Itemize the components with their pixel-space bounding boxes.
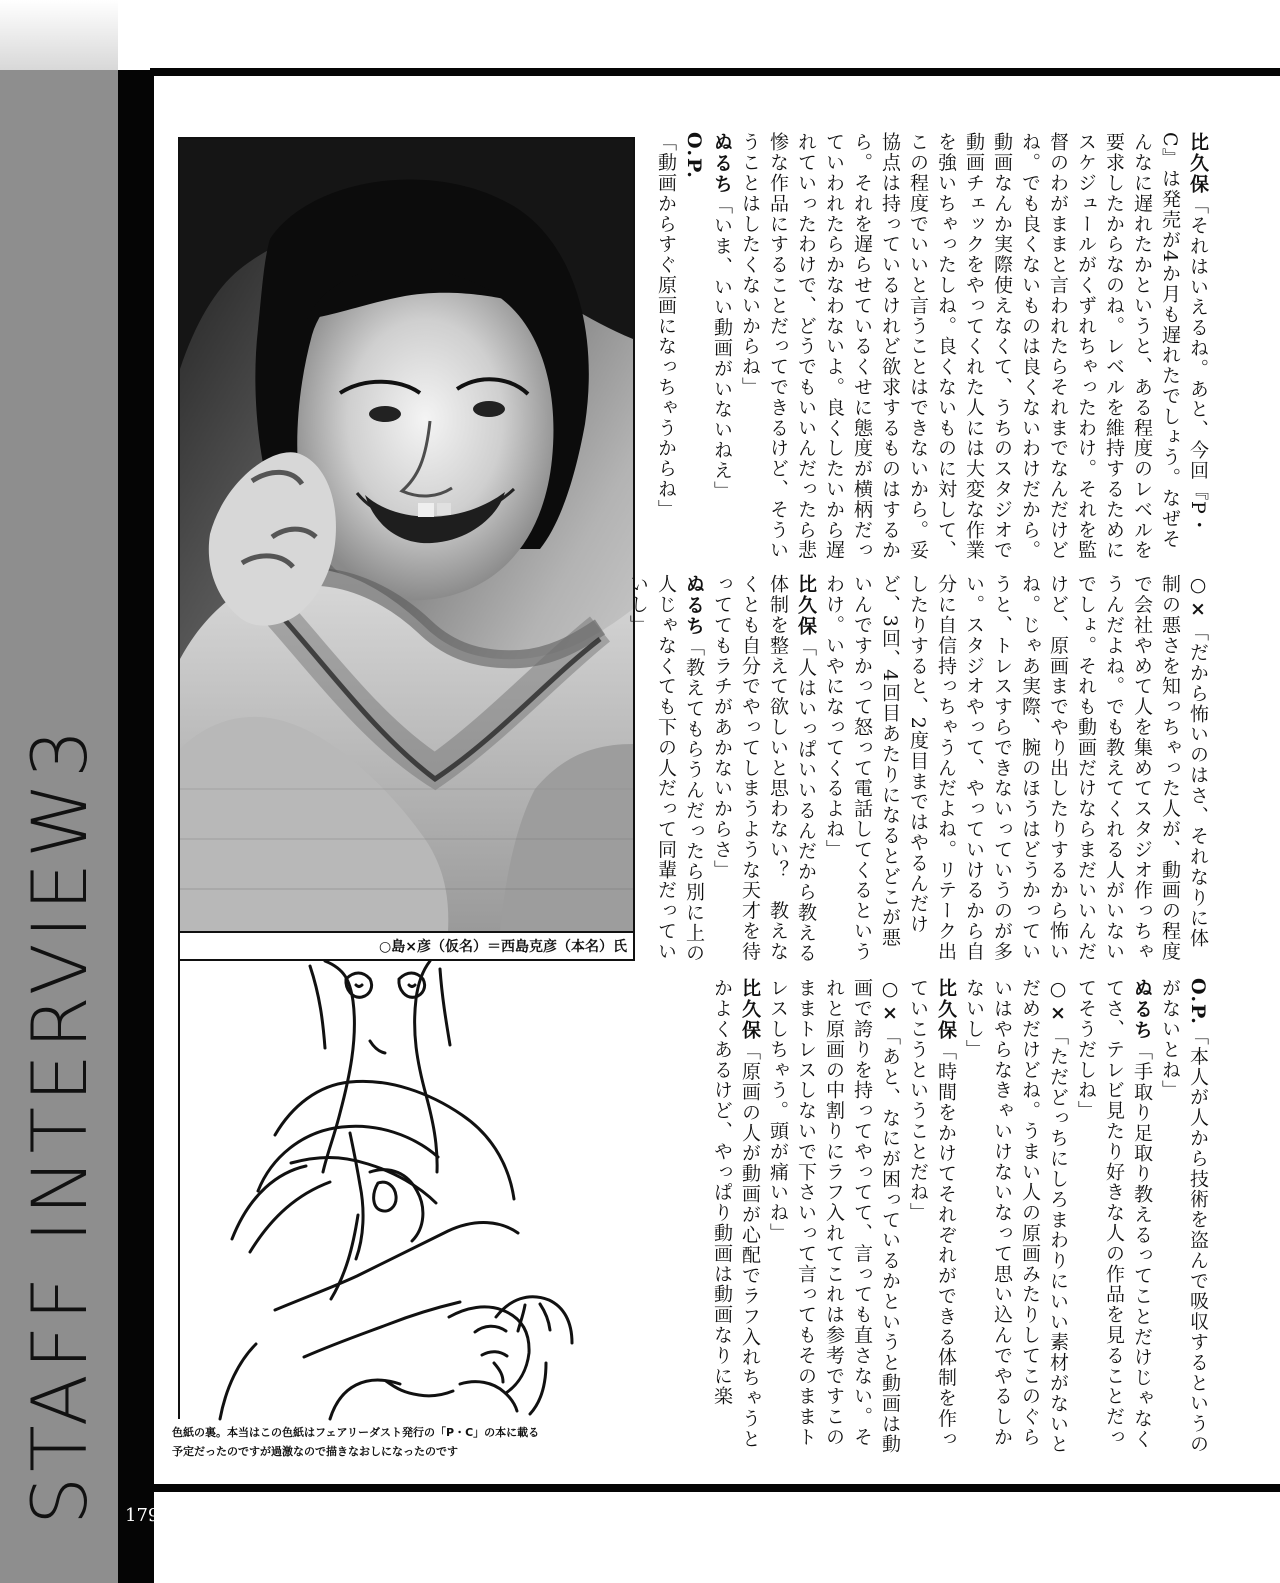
dialogue-text: 「時間をかけてそれぞれができる体制を作っていこうということだね」 <box>907 978 957 1449</box>
speaker-label: ぬるち <box>1131 978 1153 1041</box>
paragraph-12 <box>708 978 764 1460</box>
sketch-box <box>178 961 635 1419</box>
portrait-photo-icon <box>180 139 633 931</box>
photo-caption-text: ○島×彦（仮名）＝西島克彦（本名）氏 <box>379 939 627 955</box>
page-number: 179 <box>125 1505 160 1526</box>
black-vertical-stripe <box>118 70 160 1583</box>
speaker-label: 比久保 <box>1187 132 1209 195</box>
speaker-label: ○× <box>1047 978 1069 1026</box>
speaker-label: 比久保 <box>795 574 817 637</box>
paragraph-8 <box>1072 978 1156 1460</box>
speaker-label: ○× <box>1187 574 1209 622</box>
top-rule <box>150 68 1280 76</box>
speaker-label: 比久保 <box>739 978 761 1041</box>
dialogue-text: 「原画の人が動画が心配でラフ入れちゃうとかよくあるけど、やっぱり動画は動画なりに楽 <box>711 978 761 1449</box>
speaker-label: ○× <box>879 978 901 1026</box>
article-block-3 <box>660 978 1212 1460</box>
dialogue-text: 「それはいえるね。あと、今回『P・C』は発売が4か月も遅れたでしょう。なぜそんなに遅れたかというと、ある程度のレベルを要求したからなのね。レベルを維持するためにスケジュールがくずれちゃったわけ。それを監督のわがままと言われたらそれまでなんだけどね。でも良くないものは良くないわけだから。動画なんか実際使えなくて、うちのスタジオで動画チェックをやってくれた人には大変な作業を強いちゃったしね。良くないものに対して、この程度でいいと言うことはできないから。妥協点は持っているけれど欲求するものはするから。それを遅らせているくせに態度が横柄だっていわれたらかなわないよ。良くしたいから遅れていったわけで、どうでもいいんだったら悲惨な作品にすることだってできるけど、そういうことはしたくないからね」 <box>739 132 1209 561</box>
paragraph-4 <box>820 574 1212 964</box>
speaker-label: ぬるち <box>711 132 733 195</box>
vertical-page-title: STAFF INTERVIEW3 <box>15 724 104 1526</box>
line-drawing-sketch-icon <box>180 961 637 1419</box>
paragraph-7 <box>1156 978 1212 1460</box>
dialogue-text: 「あと、なにが困っているかというと動画は動画で誇りを持ってやってて、言っても直さない。それと原画の中割りにラフ入れてこれは参考ですこのままトレスしないで下さいって言ってもそのままトレスしちゃう。頭が痛いね」 <box>767 978 901 1455</box>
portrait-photo <box>180 139 633 933</box>
photo-caption <box>180 933 633 959</box>
dialogue-text: 「教えてもらうんだったら別に上の人じゃなくても下の人だって同輩だっていいし」 <box>627 574 705 964</box>
paragraph-5 <box>708 574 820 964</box>
dialogue-text: 「手取り足取り教えるってことだけじゃなくてさ、テレビ見たり好きな人の作品を見ることだってそうだしね」 <box>1075 978 1153 1449</box>
bottom-rule <box>150 1484 1280 1492</box>
dialogue-text: 「本人が人から技術を盗んで吸収するというのがないとね」 <box>1159 978 1209 1455</box>
dialogue-text: 「いま、いい動画がいないねえ」 <box>711 195 733 501</box>
paragraph-6 <box>624 574 708 964</box>
dialogue-text: 「動画からすぐ原画になっちゃうからね」 <box>655 132 677 520</box>
sketch-caption-line-2: 予定だったのですが過激なので描きなおしになったのです <box>172 1445 458 1458</box>
paragraph-11 <box>764 978 904 1460</box>
sketch-caption-line-1: 色紙の裏。本当はこの色紙はフェアリーダスト発行の「P・C」の本に載る <box>172 1426 540 1439</box>
paragraph-3 <box>652 132 708 562</box>
speaker-label: ぬるち <box>683 574 705 637</box>
article-block-2 <box>627 574 1212 964</box>
left-band-top-gradient <box>0 0 118 70</box>
speaker-label: 比久保 <box>935 978 957 1041</box>
speaker-label: O.P. <box>683 132 705 180</box>
dialogue-text: 「だから怖いのはさ、それなりに体制の悪さを知っちゃった人が、動画の程度で会社やめて人を集めてスタジオ作っちゃうんだよね。でも教えてくれる人がいないでしょ。それも動画だけならまだいいんだけど、原画までやり出したりするから怖いね。じゃあ実際、腕のほうはどうかっていうと、トレスすらできないっていうのが多い。スタジオやって、やっていけるから自分に自信持っちゃうんだよね。リテーク出したりすると、2度目まではやるんだけど、3回、4回目あたりになるとどこが悪いんですかって怒って電話してくるというわけ。いやになってくるよね」 <box>823 574 1209 962</box>
paragraph-2 <box>708 132 736 562</box>
dialogue-text: 「人はいっぱいいるんだから教える体制を整えて欲しいと思わない？ 教えなくとも自分でやってしまうような天才を待っててもラチがあかないからさ」 <box>711 574 817 964</box>
portrait-photo-frame <box>178 137 635 961</box>
speaker-label: O.P. <box>1187 978 1209 1026</box>
dialogue-text: 「ただどっちにしろまわりにいい素材がないとだめだけどね。うまい人の原画みたりしてこのぐらいはやらなきゃいけないなって思い込んでやるしかないし」 <box>963 978 1069 1455</box>
article-block-1 <box>655 132 1212 562</box>
paragraph-9 <box>960 978 1072 1460</box>
interview-article <box>627 132 1212 1460</box>
paragraph-1 <box>736 132 1212 562</box>
paragraph-10 <box>904 978 960 1460</box>
sketch-caption <box>172 1423 640 1463</box>
